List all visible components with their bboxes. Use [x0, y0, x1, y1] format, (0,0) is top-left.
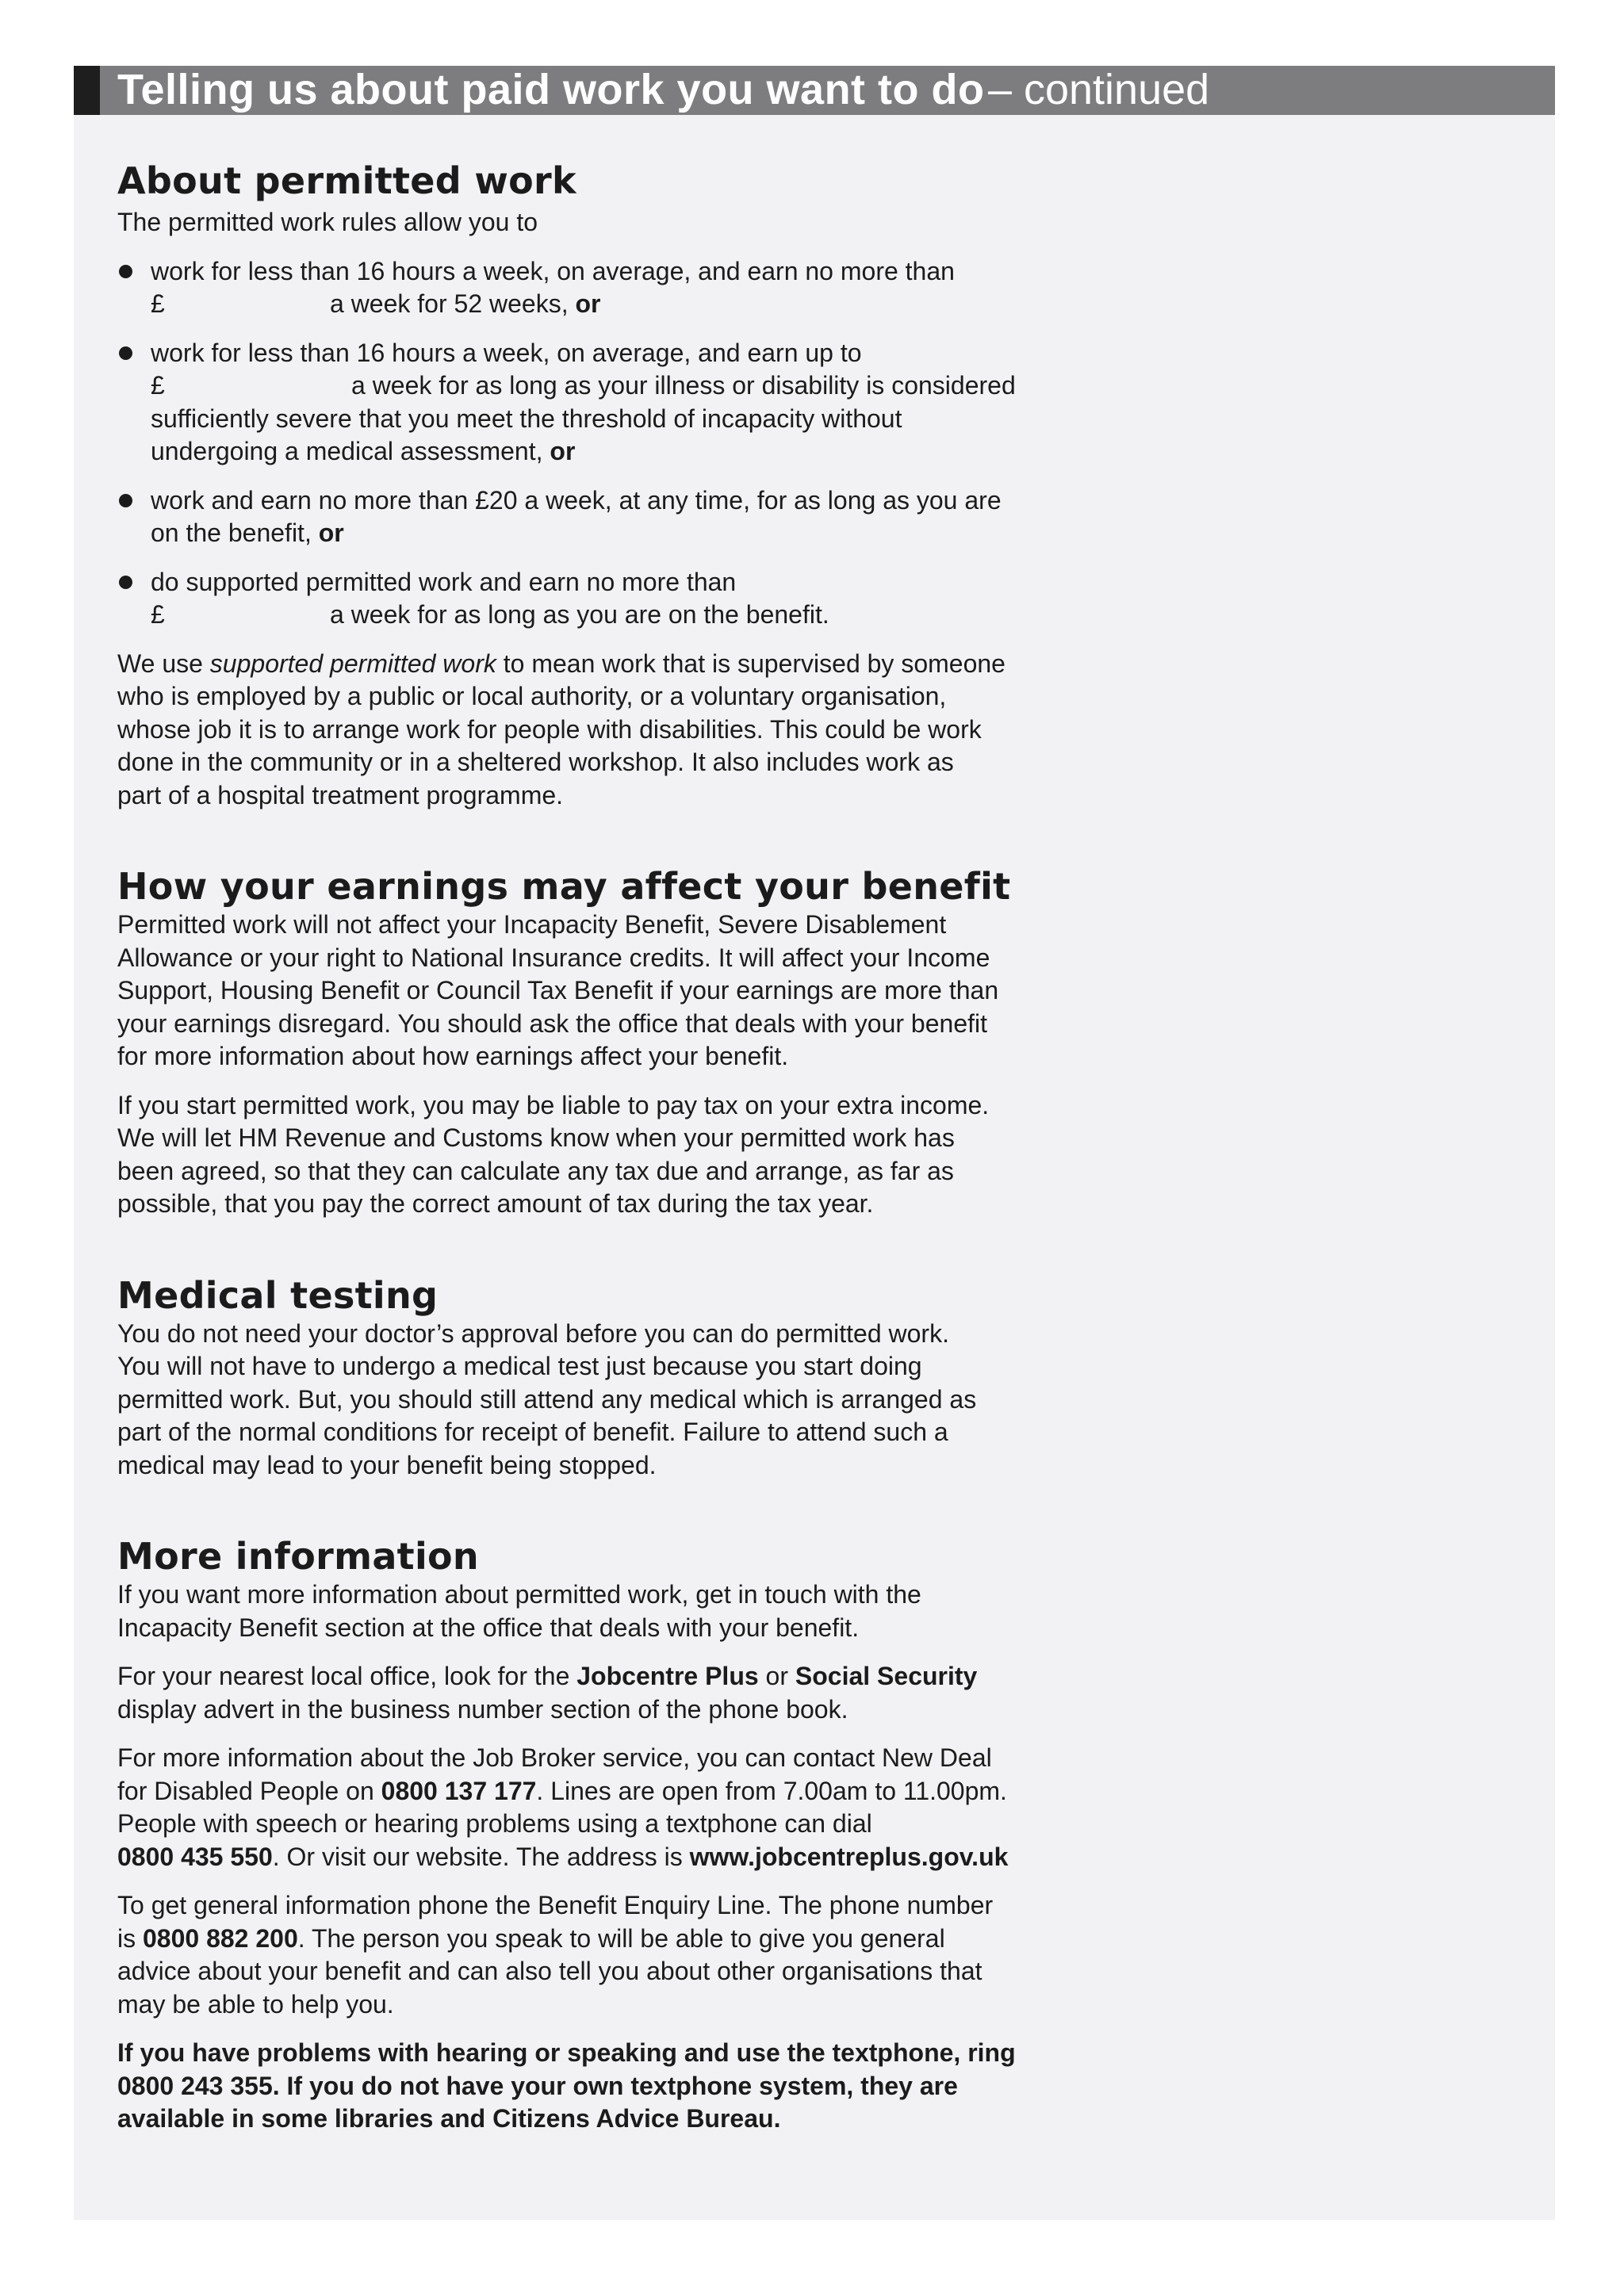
- page-title: [117, 62, 1209, 117]
- medical-paragraph: You do not need your doctor’s approval before you can do permitted work. You will not have to undergo a medical test just because you start doing permitted work. But, you should still attend any medical which is arranged as part of the normal conditions for receipt of benefit. Failure to attend such a medical may lead to your benefit being stopped.: [117, 1318, 977, 1479]
- list-item: work for less than 16 hours a week, on average, and earn up to £ a week for as long as your illness or disability is considered sufficiently severe that you meet the threshold of incapacity without undergoing a medical assessment, or: [117, 337, 1116, 469]
- page-title-main: Telling us about paid work you want to do: [117, 66, 985, 113]
- more-info-paragraph-3: For more information about the Job Broker service, you can contact New Deal for Disabled People on 0800 137 177. Lines are open from 7.00am to 11.00pm. People with speech or hearing problems using a textphone can dial 0800 435 550. Or visit our website. The address is www.jobcentreplus.gov.uk: [117, 1743, 1009, 1871]
- more-info-paragraph-2: For your nearest local office, look for the Jobcentre Plus or Social Security display advert in the business number section of the phone book.: [117, 1662, 978, 1724]
- list-item: work and earn no more than £20 a week, at any time, for as long as you are on the benefit, or: [117, 484, 1116, 550]
- phone-textphone: 0800 435 550: [117, 1842, 273, 1871]
- earnings-paragraph-2: If you start permitted work, you may be liable to pay tax on your extra income. We will let HM Revenue and Customs know when your permitted work has been agreed, so that they can calculate any tax due and arrange, as far as possible, that you pay the correct amount of tax during the tax year.: [117, 1090, 990, 1218]
- list-item: do supported permitted work and earn no more than £ a week for as long as you are on the benefit.: [117, 566, 1116, 632]
- permitted-rules-list: [117, 255, 1116, 632]
- website-address: www.jobcentreplus.gov.uk: [689, 1842, 1009, 1871]
- more-info-paragraph-5: If you have problems with hearing or speaking and use the textphone, ring 0800 243 355. If you do not have your own textphone system, they are available in some libraries and Citizens Advice Bureau.: [117, 2038, 1016, 2133]
- title-accent-block: [74, 66, 100, 115]
- more-info-paragraph-4: To get general information phone the Benefit Enquiry Line. The phone number is 0800 882 200. The person you speak to will be able to give you general advice about your benefit and can also tell you about other organisations that may be able to help you.: [117, 1891, 994, 2019]
- section-heading-earnings: How your earnings may affect your benefit: [117, 865, 1011, 908]
- supported-work-note: We use supported permitted work to mean work that is supervised by someone who is employed by a public or local authority, or a voluntary organisation, whose job it is to arrange work for people with disabilities. This could be work done in the community or in a sheltered workshop. It also includes work as part of a hospital treatment programme.: [117, 649, 1005, 809]
- section-heading-permitted-work: About permitted work: [117, 159, 576, 202]
- section-heading-more-information: More information: [117, 1535, 479, 1578]
- more-info-paragraph-1: If you want more information about permitted work, get in touch with the Incapacity Benefit section at the office that deals with your benefit.: [117, 1580, 921, 1642]
- document-body: [117, 159, 1116, 2136]
- permitted-intro: The permitted work rules allow you to: [117, 208, 538, 236]
- earnings-paragraph-1: Permitted work will not affect your Incapacity Benefit, Severe Disablement Allowance or your right to National Insurance credits. It will affect your Income Support, Housing Benefit or Council Tax Benefit if your earnings are more than your earnings disregard. You should ask the office that deals with your benefit for more information about how earnings affect your benefit.: [117, 910, 999, 1070]
- phone-benefit-enquiry: 0800 882 200: [143, 1923, 298, 1953]
- phone-new-deal: 0800 137 177: [381, 1776, 537, 1805]
- section-heading-medical-testing: Medical testing: [117, 1273, 439, 1317]
- page-title-continued: – continued: [987, 66, 1210, 113]
- list-item: work for less than 16 hours a week, on average, and earn no more than £ a week for 52 weeks, or: [117, 255, 1116, 321]
